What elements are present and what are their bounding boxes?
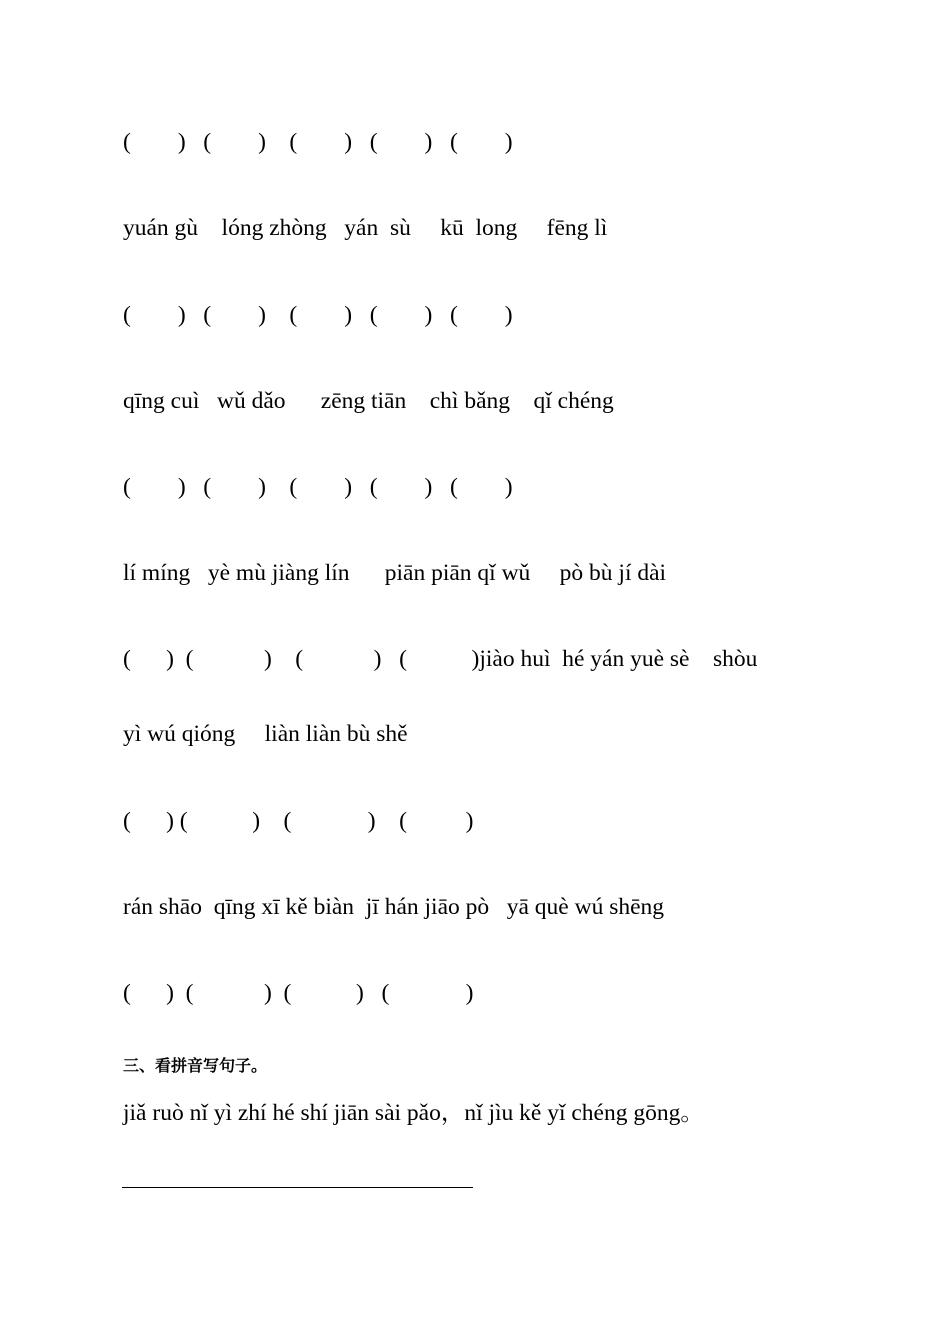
section-3-heading: 三、看拼音写句子。: [123, 1056, 268, 1075]
bracket-row-5: ( ) ( ) ( ) ( ): [123, 808, 474, 834]
answer-writing-line[interactable]: [122, 1187, 473, 1188]
bracket-row-1: ( ) ( ) ( ) ( ) ( ): [123, 129, 513, 155]
bracket-row-3: ( ) ( ) ( ) ( ) ( ): [123, 474, 513, 500]
pinyin-row-5: rán shāo qīng xī kě biàn jī hán jiāo pò yā què wú shēng: [123, 894, 665, 920]
pinyin-row-2: qīng cuì wǔ dǎo zēng tiān chì bǎng qǐ chéng: [123, 388, 614, 414]
section-3-pinyin-sentence: jiǎ ruò nǐ yì zhí hé shí jiān sài pǎo，nǐ jìu kě yǐ chéng gōng。: [123, 1100, 704, 1126]
bracket-row-2: ( ) ( ) ( ) ( ) ( ): [123, 302, 513, 328]
bracket-row-6: ( ) ( ) ( ) ( ): [123, 980, 474, 1006]
pinyin-row-4-continued: yì wú qióng liàn liàn bù shě: [123, 721, 408, 747]
bracket-pinyin-row-4: ( ) ( ) ( ) ( )jiào huì hé yán yuè sè shòu: [123, 646, 758, 672]
pinyin-row-3: lí míng yè mù jiàng lín piān piān qǐ wǔ pò bù jí dài: [123, 560, 667, 586]
pinyin-row-1: yuán gù lóng zhòng yán sù kū long fēng lì: [123, 215, 608, 241]
